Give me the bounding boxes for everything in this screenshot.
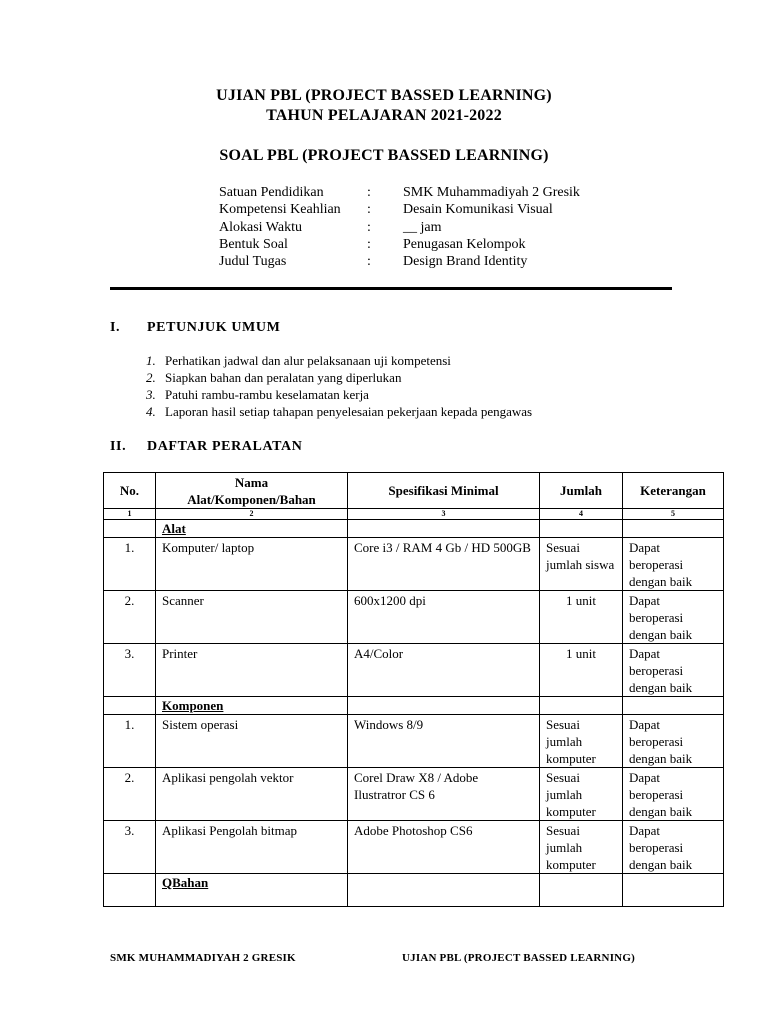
column-index: 1 xyxy=(104,509,156,520)
cell-keterangan: Dapat beroperasi dengan baik xyxy=(623,715,724,768)
cell-spesifikasi: Corel Draw X8 / Adobe Ilustratror CS 6 xyxy=(348,768,540,821)
group-row-komponen xyxy=(104,697,724,715)
meta-colon: : xyxy=(367,254,371,270)
list-text: Patuhi rambu-rambu keselamatan kerja xyxy=(165,387,369,402)
list-number: 2. xyxy=(146,370,156,385)
cell-no: 3. xyxy=(104,644,156,697)
header-keterangan: Keterangan xyxy=(623,473,724,509)
section-title: PETUNJUK UMUM xyxy=(147,320,281,335)
meta-value: Design Brand Identity xyxy=(403,254,528,270)
section-number: I. xyxy=(110,320,121,335)
section-number: II. xyxy=(110,439,127,454)
cell-keterangan: Dapat beroperasi dengan baik xyxy=(623,768,724,821)
header-jumlah: Jumlah xyxy=(540,473,623,509)
column-index: 2 xyxy=(156,509,348,520)
section-heading-peralatan xyxy=(110,439,302,455)
list-number: 1. xyxy=(146,353,156,368)
cell-nama: Sistem operasi xyxy=(156,715,348,768)
group-row-bahan xyxy=(104,874,724,907)
meta-value: Penugasan Kelompok xyxy=(403,236,526,252)
group-row-alat xyxy=(104,520,724,538)
cell-nama: Komputer/ laptop xyxy=(156,538,348,591)
list-number: 4. xyxy=(146,404,156,419)
cell-no: 1. xyxy=(104,715,156,768)
list-text: Laporan hasil setiap tahapan penyelesaian pekerjaan kepada pengawas xyxy=(165,404,533,419)
cell-no: 2. xyxy=(104,768,156,821)
cell-nama: Aplikasi pengolah vektor xyxy=(156,768,348,821)
header-nama-line1: Nama xyxy=(234,474,269,490)
list-number: 3. xyxy=(146,387,156,402)
cell-jumlah: Sesuai jumlah komputer xyxy=(540,821,623,874)
cell-keterangan: Dapat beroperasi dengan baik xyxy=(623,591,724,644)
cell-keterangan: Dapat beroperasi dengan baik xyxy=(623,821,724,874)
list-item xyxy=(146,386,532,403)
meta-value: SMK Muhammadiyah 2 Gresik xyxy=(403,185,580,200)
cell-no: 2. xyxy=(104,591,156,644)
header-spesifikasi: Spesifikasi Minimal xyxy=(348,473,540,509)
horizontal-divider xyxy=(110,287,672,290)
table-row xyxy=(104,591,724,644)
column-index: 5 xyxy=(623,509,724,520)
meta-row-alokasi xyxy=(219,219,580,236)
cell-spesifikasi: A4/Color xyxy=(348,644,540,697)
footer-exam-title: UJIAN PBL (PROJECT BASSED LEARNING) xyxy=(402,952,635,964)
cell-jumlah: Sesuai jumlah komputer xyxy=(540,715,623,768)
cell-no: 3. xyxy=(104,821,156,874)
header-nama-line2: Alat/Komponen/Bahan xyxy=(187,491,316,507)
meta-row-kompetensi xyxy=(219,201,580,218)
footer-school: SMK MUHAMMADIYAH 2 GRESIK xyxy=(110,952,296,964)
meta-key: Judul Tugas xyxy=(219,254,287,270)
column-index: 4 xyxy=(540,509,623,520)
meta-key: Kompetensi Keahlian xyxy=(219,202,341,218)
cell-spesifikasi: Windows 8/9 xyxy=(348,715,540,768)
table-row xyxy=(104,715,724,768)
meta-row-bentuk xyxy=(219,236,580,253)
instruction-list xyxy=(146,352,532,420)
meta-key: Alokasi Waktu xyxy=(219,219,302,235)
meta-block xyxy=(219,184,580,270)
cell-spesifikasi: 600x1200 dpi xyxy=(348,591,540,644)
list-text: Siapkan bahan dan peralatan yang diperlukan xyxy=(165,370,402,385)
column-index-row xyxy=(104,509,724,520)
cell-keterangan: Dapat beroperasi dengan baik xyxy=(623,644,724,697)
table-row xyxy=(104,644,724,697)
cell-no: 1. xyxy=(104,538,156,591)
header-nama xyxy=(156,473,348,509)
cell-nama: Aplikasi Pengolah bitmap xyxy=(156,821,348,874)
table-row xyxy=(104,821,724,874)
group-label: Komponen xyxy=(162,698,224,713)
doc-title-line2: TAHUN PELAJARAN 2021-2022 xyxy=(266,107,502,124)
cell-jumlah: Sesuai jumlah komputer xyxy=(540,768,623,821)
list-item xyxy=(146,369,532,386)
meta-row-satuan xyxy=(219,184,580,201)
doc-title-line1: UJIAN PBL (PROJECT BASSED LEARNING) xyxy=(216,87,552,104)
cell-nama: Printer xyxy=(156,644,348,697)
meta-colon: : xyxy=(367,202,371,218)
meta-colon: : xyxy=(367,219,371,235)
cell-spesifikasi: Core i3 / RAM 4 Gb / HD 500GB xyxy=(348,538,540,591)
section-title: DAFTAR PERALATAN xyxy=(147,439,303,454)
meta-colon: : xyxy=(367,236,371,252)
table-row xyxy=(104,768,724,821)
equipment-table xyxy=(103,472,724,907)
table-row xyxy=(104,538,724,591)
list-text: Perhatikan jadwal dan alur pelaksanaan uji kompetensi xyxy=(165,353,451,368)
doc-subtitle: SOAL PBL (PROJECT BASSED LEARNING) xyxy=(219,147,549,164)
cell-jumlah: Sesuai jumlah siswa xyxy=(540,538,623,591)
cell-jumlah: 1 unit xyxy=(540,644,623,697)
list-item xyxy=(146,403,532,420)
meta-colon: : xyxy=(367,185,371,200)
group-label: QBahan xyxy=(162,875,209,890)
table-header-row xyxy=(104,473,724,509)
list-item xyxy=(146,352,532,369)
column-index: 3 xyxy=(348,509,540,520)
cell-spesifikasi: Adobe Photoshop CS6 xyxy=(348,821,540,874)
cell-nama: Scanner xyxy=(156,591,348,644)
header-no: No. xyxy=(104,473,156,509)
meta-value: Desain Komunikasi Visual xyxy=(403,202,553,218)
section-heading-petunjuk xyxy=(110,320,280,336)
cell-jumlah: 1 unit xyxy=(540,591,623,644)
group-label: Alat xyxy=(162,521,186,536)
meta-value: __ jam xyxy=(403,219,442,235)
meta-row-judul xyxy=(219,253,580,270)
meta-key: Satuan Pendidikan xyxy=(219,185,324,200)
cell-keterangan: Dapat beroperasi dengan baik xyxy=(623,538,724,591)
meta-key: Bentuk Soal xyxy=(219,236,288,252)
